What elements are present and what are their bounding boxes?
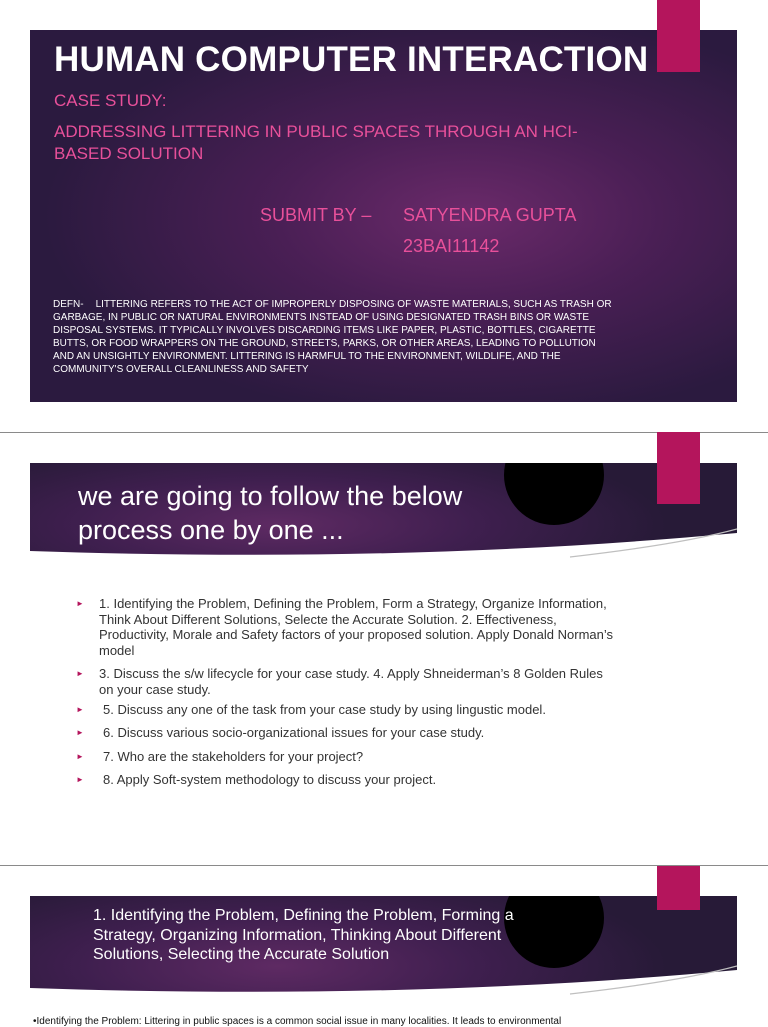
process-banner xyxy=(30,463,737,575)
list-item: ► 1. Identifying the Problem, Defining the Problem, Form a Strategy, Organize Information, Think About Different Solutions, Selecte the Accurate Solution. 2. Effectiveness, Productivity, Morale and Safety factors of your proposed solution. Apply Donald Norman’s model xyxy=(76,596,614,658)
pink-accent-tab xyxy=(657,866,700,910)
bullet-icon: ► xyxy=(76,751,84,761)
bullet-icon: ► xyxy=(76,599,84,608)
definition-text: LITTERING REFERS TO THE ACT OF IMPROPERLY DISPOSING OF WASTE MATERIALS, SUCH AS TRASH OR GARBAGE, IN PUBLIC OR NATURAL ENVIRONMENTS INSTEAD OF USING DESIGNATED TRASH BINS OR WASTE DISPOSAL SYSTEMS. IT TYPICALLY INVOLVES DISCARDING ITEMS LIKE PAPER, PLASTIC, BOTTLES, CIGARETTE BUTTS, OR FOOD WRAPPERS ON THE GROUND, STREETS, PARKS, OR OTHER AREAS, LEADING TO POLLUTION AND AN UNSIGHTLY ENVIRONMENT. LITTERING IS HARMFUL TO THE ENVIRONMENT, WILDLIFE, AND THE COMMUNITY'S OVERALL CLEANLINESS AND SAFETY xyxy=(53,299,612,375)
list-item: ► 6. Discuss various socio-organizational issues for your case study. xyxy=(76,725,485,741)
pink-accent-tab xyxy=(657,0,700,72)
list-item: ► 3. Discuss the s/w lifecycle for your case study. 4. Apply Shneiderman’s 8 Golden Rules on your case study. xyxy=(76,666,603,697)
author-id: 23BAI11142 xyxy=(403,236,500,256)
bullet-icon: ► xyxy=(76,775,84,785)
bullet-icon: ► xyxy=(76,728,84,738)
definition-lead: DEFN- xyxy=(53,299,84,310)
submit-by-label: SUBMIT BY – xyxy=(260,205,372,225)
problem-body-text: •Identifying the Problem: Littering in public spaces is a common social issue in many localities. It leads to environmental xyxy=(33,1016,562,1027)
slide-divider xyxy=(0,865,768,866)
pink-accent-tab xyxy=(657,432,700,504)
title-panel xyxy=(30,30,737,402)
list-item: ► 7. Who are the stakeholders for your project? xyxy=(76,748,364,764)
case-study-subtitle: ADDRESSING LITTERING IN PUBLIC SPACES THROUGH AN HCI- BASED SOLUTION xyxy=(54,122,578,163)
problem-banner xyxy=(30,896,737,1024)
main-title: HUMAN COMPUTER INTERACTION xyxy=(54,40,649,79)
definition-paragraph xyxy=(53,298,613,376)
author-name: SATYENDRA GUPTA xyxy=(403,205,577,225)
list-item: ► 5. Discuss any one of the task from your case study by using lingustic model. xyxy=(76,701,546,717)
problem-heading: 1. Identifying the Problem, Defining the Problem, Forming a Strategy, Organizing Information, Thinking About Different Solutions, Selecting the Accurate Solution xyxy=(93,907,514,963)
bullet-icon: ► xyxy=(76,669,84,679)
slide-divider xyxy=(0,432,768,433)
list-item: ► 8. Apply Soft-system methodology to discuss your project. xyxy=(76,772,437,788)
process-list xyxy=(74,596,614,788)
bullet-icon: ► xyxy=(76,704,84,714)
process-heading: we are going to follow the below process one by one ... xyxy=(78,481,463,545)
case-study-label: CASE STUDY: xyxy=(54,91,167,110)
